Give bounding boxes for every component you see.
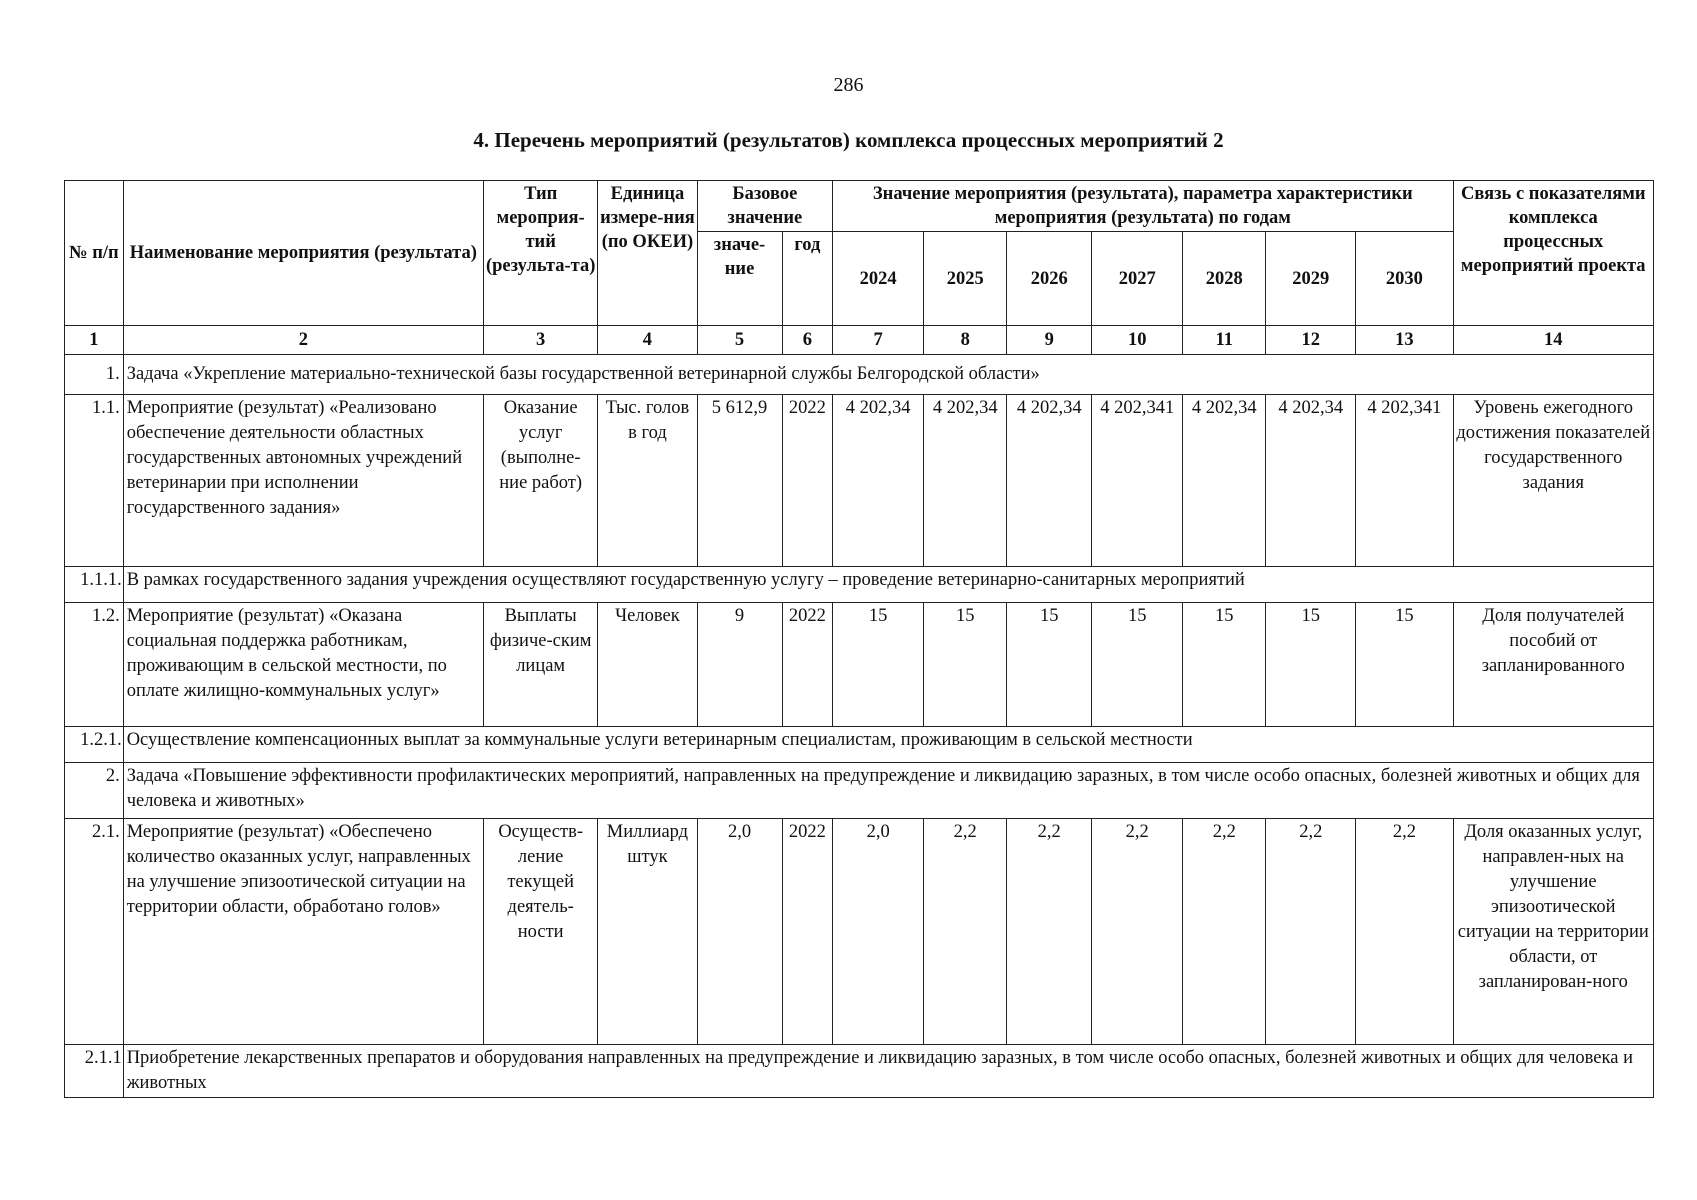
column-number: 6 xyxy=(782,326,833,355)
column-number: 5 xyxy=(697,326,782,355)
header-unit: Единица измере-ния (по ОКЕИ) xyxy=(598,181,697,326)
header-year-2027: 2027 xyxy=(1092,232,1183,326)
item-value-2030: 2,2 xyxy=(1356,819,1453,1045)
item-value-2026: 15 xyxy=(1007,603,1092,727)
item-unit: Миллиард штук xyxy=(598,819,697,1045)
header-type: Тип мероприя-тий (результа-та) xyxy=(483,181,597,326)
item-value-2024: 4 202,34 xyxy=(833,395,924,567)
item-name: Мероприятие (результат) «Оказана социальная поддержка работникам, проживающим в сельской местности, по оплате жилищно-коммунальных услуг» xyxy=(123,603,483,727)
task-text: Приобретение лекарственных препаратов и оборудования направленных на предупреждение и ликвидацию заразных, в том числе особо опасных, болезней животных и общих для человека и животных xyxy=(123,1045,1653,1098)
column-number: 14 xyxy=(1453,326,1654,355)
table-row-task xyxy=(65,763,1654,819)
item-value-2029: 4 202,34 xyxy=(1266,395,1356,567)
row-num: 2.1.1 xyxy=(65,1045,124,1098)
item-value-2025: 2,2 xyxy=(924,819,1007,1045)
item-value-2027: 15 xyxy=(1092,603,1183,727)
item-value-2026: 2,2 xyxy=(1007,819,1092,1045)
item-value-2027: 2,2 xyxy=(1092,819,1183,1045)
table-row-item xyxy=(65,395,1654,567)
header-num: № п/п xyxy=(65,181,124,326)
item-value-2029: 15 xyxy=(1266,603,1356,727)
item-value-2029: 2,2 xyxy=(1266,819,1356,1045)
item-value-2030: 4 202,341 xyxy=(1356,395,1453,567)
column-number: 1 xyxy=(65,326,124,355)
header-year-2029: 2029 xyxy=(1266,232,1356,326)
column-number: 8 xyxy=(924,326,1007,355)
column-number: 4 xyxy=(598,326,697,355)
header-year-2025: 2025 xyxy=(924,232,1007,326)
item-value-2024: 2,0 xyxy=(833,819,924,1045)
row-num: 2.1. xyxy=(65,819,124,1045)
row-num: 1.2.1. xyxy=(65,727,124,763)
task-text: Задача «Повышение эффективности профилактических мероприятий, направленных на предупреждение и ликвидацию заразных, в том числе особо опасных, болезней животных и общих для человека и животных» xyxy=(123,763,1653,819)
page-number: 286 xyxy=(833,74,864,96)
table-row-task xyxy=(65,1045,1654,1098)
item-type: Оказание услуг (выполне-ние работ) xyxy=(483,395,597,567)
item-value-2028: 15 xyxy=(1183,603,1266,727)
header-base: Базовое значение xyxy=(697,181,833,232)
item-value-2030: 15 xyxy=(1356,603,1453,727)
column-number: 7 xyxy=(833,326,924,355)
task-text: В рамках государственного задания учреждения осуществляют государственную услугу – проведение ветеринарно-санитарных мероприятий xyxy=(123,567,1653,603)
item-type: Выплаты физиче-ским лицам xyxy=(483,603,597,727)
item-unit: Человек xyxy=(598,603,697,727)
table-row-task xyxy=(65,567,1654,603)
row-num: 1.1.1. xyxy=(65,567,124,603)
item-value-2027: 4 202,341 xyxy=(1092,395,1183,567)
item-link: Уровень ежегодного достижения показателей государственного задания xyxy=(1453,395,1654,567)
row-num: 1.1. xyxy=(65,395,124,567)
item-link: Доля оказанных услуг, направлен-ных на улучшение эпизоотической ситуации на территории области, от запланирован-ного xyxy=(1453,819,1654,1045)
column-number: 11 xyxy=(1183,326,1266,355)
column-number: 9 xyxy=(1007,326,1092,355)
table-row-task xyxy=(65,727,1654,763)
item-base-value: 9 xyxy=(697,603,782,727)
table-row-item xyxy=(65,603,1654,727)
header-name: Наименование мероприятия (результата) xyxy=(123,181,483,326)
item-value-2028: 2,2 xyxy=(1183,819,1266,1045)
column-number-row xyxy=(65,326,1654,355)
header-link: Связь с показателями комплекса процессных мероприятий проекта xyxy=(1453,181,1654,326)
item-base-year: 2022 xyxy=(782,819,833,1045)
column-number: 12 xyxy=(1266,326,1356,355)
task-text: Осуществление компенсационных выплат за коммунальные услуги ветеринарным специалистам, проживающим в сельской местности xyxy=(123,727,1653,763)
item-value-2024: 15 xyxy=(833,603,924,727)
item-type: Осуществ-ление текущей деятель-ности xyxy=(483,819,597,1045)
column-number: 3 xyxy=(483,326,597,355)
row-num: 1. xyxy=(65,355,124,395)
header-year-2030: 2030 xyxy=(1356,232,1453,326)
item-name: Мероприятие (результат) «Реализовано обеспечение деятельности областных государственных автономных учреждений ветеринарии при исполнении государственного задания» xyxy=(123,395,483,567)
column-number: 2 xyxy=(123,326,483,355)
activities-table xyxy=(64,180,1654,1098)
header-row-1 xyxy=(65,181,1654,232)
table-row-item xyxy=(65,819,1654,1045)
item-unit: Тыс. голов в год xyxy=(598,395,697,567)
item-name: Мероприятие (результат) «Обеспечено количество оказанных услуг, направленных на улучшение эпизоотической ситуации на территории области, обработано голов» xyxy=(123,819,483,1045)
item-base-value: 5 612,9 xyxy=(697,395,782,567)
item-base-year: 2022 xyxy=(782,395,833,567)
item-link: Доля получателей пособий от запланированного xyxy=(1453,603,1654,727)
header-year-2024: 2024 xyxy=(833,232,924,326)
row-num: 1.2. xyxy=(65,603,124,727)
column-number: 13 xyxy=(1356,326,1453,355)
table-row-task xyxy=(65,355,1654,395)
item-value-2025: 4 202,34 xyxy=(924,395,1007,567)
header-values-by-year: Значение мероприятия (результата), параметра характеристики мероприятия (результата) по годам xyxy=(833,181,1453,232)
header-year-2026: 2026 xyxy=(1007,232,1092,326)
header-base-value: значе-ние xyxy=(697,232,782,326)
document-title: 4. Перечень мероприятий (результатов) комплекса процессных мероприятий 2 xyxy=(473,128,1224,152)
item-value-2026: 4 202,34 xyxy=(1007,395,1092,567)
row-num: 2. xyxy=(65,763,124,819)
column-number: 10 xyxy=(1092,326,1183,355)
item-value-2028: 4 202,34 xyxy=(1183,395,1266,567)
item-value-2025: 15 xyxy=(924,603,1007,727)
item-base-value: 2,0 xyxy=(697,819,782,1045)
header-year-2028: 2028 xyxy=(1183,232,1266,326)
task-text: Задача «Укрепление материально-технической базы государственной ветеринарной службы Белгородской области» xyxy=(123,355,1653,395)
item-base-year: 2022 xyxy=(782,603,833,727)
header-base-year: год xyxy=(782,232,833,326)
